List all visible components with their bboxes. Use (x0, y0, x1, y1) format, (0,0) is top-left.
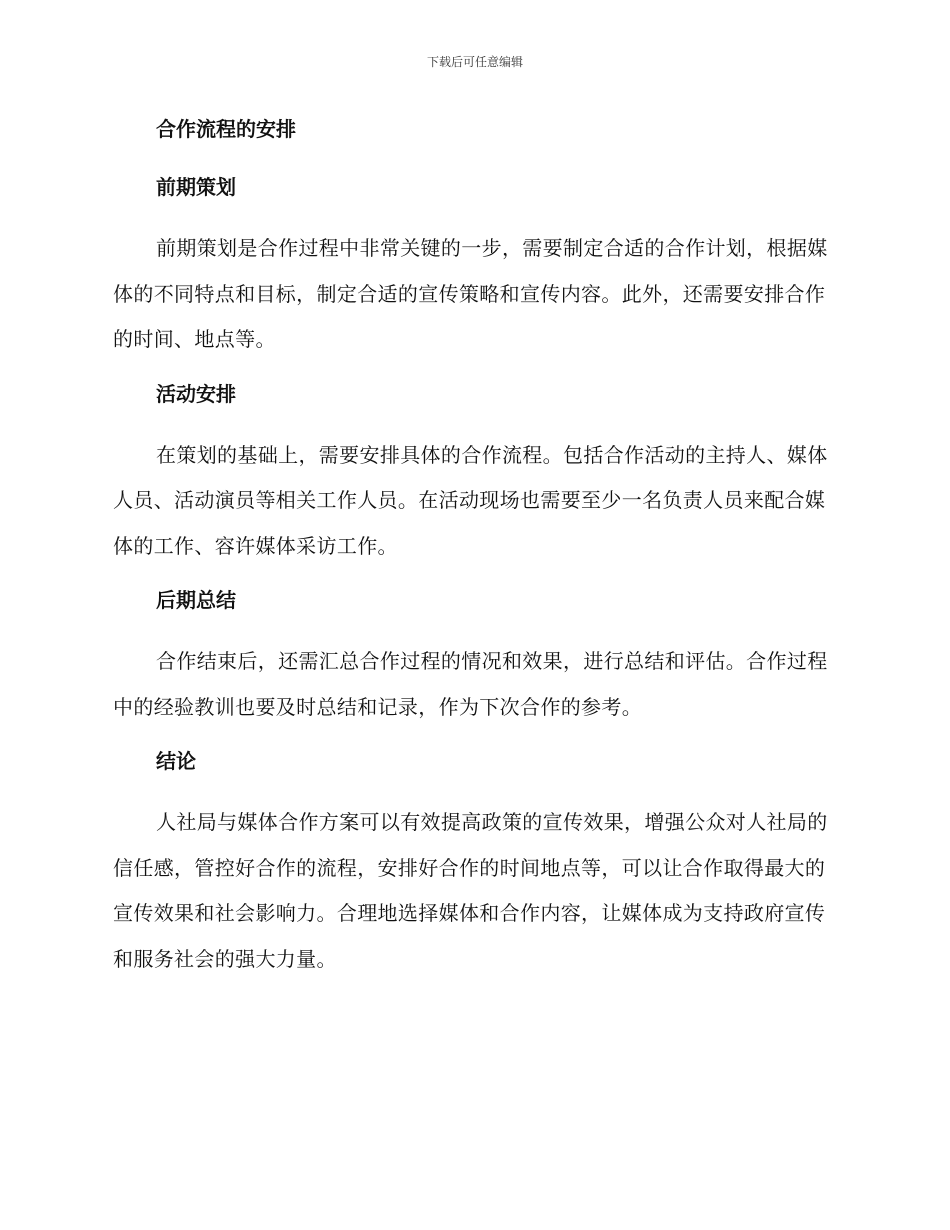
section-heading-summary: 后期总结 (156, 588, 236, 612)
document-body (113, 110, 833, 994)
paragraph-planning: 前期策划是合作过程中非常关键的一步，需要制定合适的合作计划，根据媒体的不同特点和目标，制定合适的宣传策略和宣传内容。此外，还需要安排合作的时间、地点等。 (113, 236, 828, 351)
section-heading-planning: 前期策划 (156, 175, 236, 199)
paragraph-activity: 在策划的基础上，需要安排具体的合作流程。包括合作活动的主持人、媒体人员、活动演员等相关工作人员。在活动现场也需要至少一名负责人员来配合媒体的工作、容许媒体采访工作。 (113, 442, 828, 558)
paragraph-conclusion: 人社局与媒体合作方案可以有效提高政策的宣传效果，增强公众对人社局的信任感，管控好合作的流程，安排好合作的时间地点等，可以让合作取得最大的宣传效果和社会影响力。合理地选择媒体和合作内容，让媒体成为支持政府宣传和服务社会的强大力量。 (113, 810, 828, 971)
paragraph-summary: 合作结束后，还需汇总合作过程的情况和效果，进行总结和评估。合作过程中的经验教训也要及时总结和记录，作为下次合作的参考。 (113, 649, 828, 719)
page-header: 下载后可任意编辑 (426, 55, 523, 69)
section-heading-process: 合作流程的安排 (156, 117, 296, 141)
section-heading-conclusion: 结论 (156, 749, 196, 773)
section-heading-activity: 活动安排 (156, 381, 236, 406)
